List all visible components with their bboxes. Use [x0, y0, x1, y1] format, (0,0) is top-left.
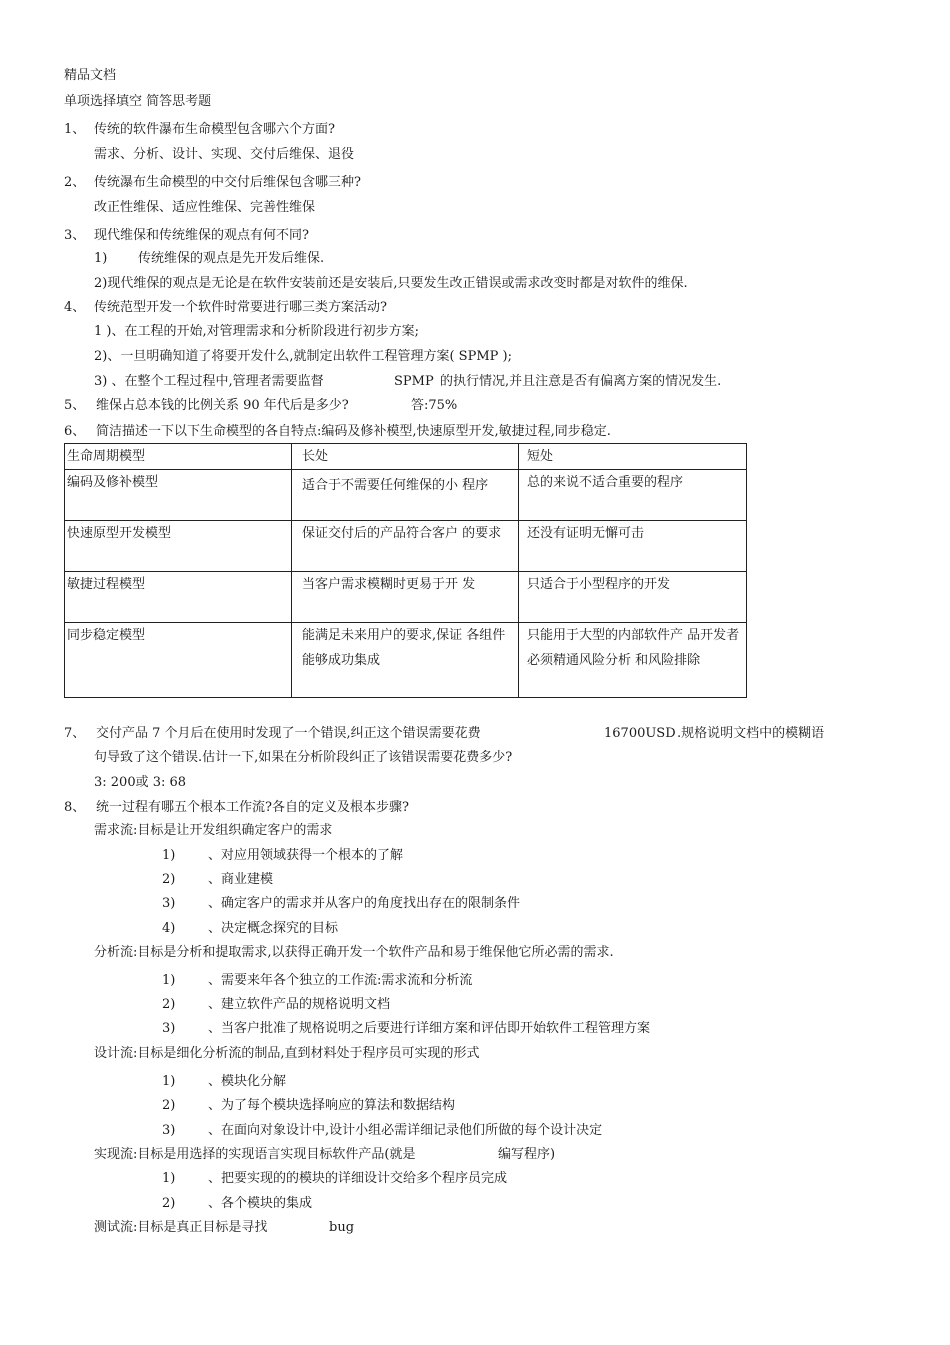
q4-question: 传统范型开发一个软件时常要进行哪三类方案活动? — [94, 300, 387, 315]
doc-label: 精品文档 — [64, 68, 117, 83]
q7-number: 7、 — [64, 726, 86, 741]
table-row — [65, 470, 747, 521]
table-row — [65, 521, 747, 572]
q6-number: 6、 — [64, 424, 86, 439]
q4-number: 4、 — [64, 300, 86, 315]
table-cell-con: 只适合于小型程序的开发 — [519, 572, 747, 623]
q7-answer: 3: 200或 3: 68 — [94, 775, 187, 790]
table-cell-pro: 保证交付后的产品符合客户 的要求 — [292, 521, 519, 572]
q4-point2: 2)、一旦明确知道了将要开发什么,就制定出软件工程管理方案( SPMP ); — [94, 349, 512, 364]
table-cell-con: 还没有证明无懈可击 — [519, 521, 747, 572]
table-cell-con: 只能用于大型的内部软件产 品开发者必须精通风险分析 和风险排除 — [519, 623, 747, 698]
step-text: 、把要实现的的模块的详细设计交给多个程序员完成 — [208, 1171, 508, 1186]
q1-number: 1、 — [64, 122, 86, 137]
table-cell-model: 敏捷过程模型 — [65, 572, 292, 623]
step-text: 、模块化分解 — [208, 1074, 287, 1089]
step-text: 、决定概念探究的目标 — [208, 921, 339, 936]
q3-point1-number: 1) — [94, 251, 108, 266]
q7-question-a: 交付产品 7 个月后在使用时发现了一个错误,纠正这个错误需要花费 — [96, 726, 481, 741]
design-flow-title: 设计流:目标是细化分析流的制品,直到材料处于程序员可实现的形式 — [94, 1046, 480, 1061]
step-number: 1) — [162, 1171, 176, 1186]
q3-point2: 2)现代维保的观点是无论是在软件安装前还是安装后,只要发生改正错误或需求改变时都是对软件的维保. — [94, 276, 688, 291]
table-header-pros: 长处 — [292, 444, 519, 470]
implementation-flow-title-b: 编写程序) — [498, 1147, 556, 1162]
implementation-flow-title-a: 实现流:目标是用选择的实现语言实现目标软件产品(就是 — [94, 1147, 416, 1162]
step-number: 3) — [162, 896, 176, 911]
q4-point1: 1 )、在工程的开始,对管理需求和分析阶段进行初步方案; — [94, 324, 419, 339]
requirements-flow-title: 需求流:目标是让开发组织确定客户的需求 — [94, 823, 333, 838]
q1-answer: 需求、分析、设计、实现、交付后维保、退役 — [94, 147, 355, 162]
step-number: 3) — [162, 1123, 176, 1138]
step-text: 、为了每个模块选择响应的算法和数据结构 — [208, 1098, 456, 1113]
step-number: 1) — [162, 1074, 176, 1089]
step-number: 2) — [162, 997, 176, 1012]
testing-flow-title-b: bug — [329, 1220, 355, 1235]
q7-cost: 16700USD — [604, 726, 676, 741]
step-text: 、商业建模 — [208, 872, 274, 887]
table-row — [65, 623, 747, 698]
step-text: 、建立软件产品的规格说明文档 — [208, 997, 391, 1012]
step-text: 、确定客户的需求并从客户的角度找出存在的限制条件 — [208, 896, 521, 911]
table-cell-pro: 适合于不需要任何维保的小 程序 — [292, 470, 519, 521]
q2-question: 传统瀑布生命模型的中交付后维保包含哪三种? — [94, 175, 361, 190]
step-number: 2) — [162, 872, 176, 887]
step-number: 2) — [162, 1098, 176, 1113]
step-text: 、需要来年各个独立的工作流:需求流和分析流 — [208, 973, 473, 988]
q5-question: 维保占总本钱的比例关系 90 年代后是多少? — [96, 398, 349, 413]
q8-question: 统一过程有哪五个根本工作流?各自的定义及根本步骤? — [96, 800, 409, 815]
life-cycle-table — [64, 443, 747, 698]
table-cell-model: 同步稳定模型 — [65, 623, 292, 698]
q1-question: 传统的软件瀑布生命模型包含哪六个方面? — [94, 122, 335, 137]
q4-point3-b: SPMP — [394, 374, 434, 389]
q4-point3-a: 3) 、在整个工程过程中,管理者需要监督 — [94, 374, 324, 389]
q5-number: 5、 — [64, 398, 86, 413]
table-header-cons: 短处 — [519, 444, 747, 470]
table-cell-pro: 能满足未来用户的要求,保证 各组件能够成功集成 — [292, 623, 519, 698]
q3-point1: 传统维保的观点是先开发后维保. — [138, 251, 325, 266]
q2-answer: 改正性维保、适应性维保、完善性维保 — [94, 200, 316, 215]
step-number: 1) — [162, 973, 176, 988]
step-number: 1) — [162, 848, 176, 863]
analysis-flow-title: 分析流:目标是分析和提取需求,以获得正确开发一个软件产品和易于维保他它所必需的需求. — [94, 945, 614, 960]
q6-question: 简洁描述一下以下生命模型的各自特点:编码及修补模型,快速原型开发,敏捷过程,同步稳定. — [96, 424, 611, 439]
table-cell-pro: 当客户需求模糊时更易于开 发 — [292, 572, 519, 623]
q7-question-c: 句导致了这个错误.估计一下,如果在分析阶段纠正了该错误需要花费多少? — [94, 750, 513, 765]
testing-flow-title-a: 测试流:目标是真正目标是寻找 — [94, 1220, 268, 1235]
step-number: 4) — [162, 921, 176, 936]
table-cell-model: 快速原型开发模型 — [65, 521, 292, 572]
table-cell-con: 总的来说不适合重要的程序 — [519, 470, 747, 521]
step-text: 、当客户批准了规格说明之后要进行详细方案和评估即开始软件工程管理方案 — [208, 1021, 651, 1036]
q5-answer: 答:75% — [411, 398, 458, 413]
q7-question-b: .规格说明文档中的模糊语 — [677, 726, 825, 741]
step-text: 、各个模块的集成 — [208, 1196, 313, 1211]
table-row — [65, 572, 747, 623]
q2-number: 2、 — [64, 175, 86, 190]
q3-question: 现代维保和传统维保的观点有何不同? — [94, 228, 309, 243]
step-number: 2) — [162, 1196, 176, 1211]
table-header-model: 生命周期模型 — [65, 444, 292, 470]
table-header-row — [65, 444, 747, 470]
step-text: 、在面向对象设计中,设计小组必需详细记录他们所做的每个设计决定 — [208, 1123, 603, 1138]
q8-number: 8、 — [64, 800, 86, 815]
step-number: 3) — [162, 1021, 176, 1036]
q4-point3-c: 的执行情况,并且注意是否有偏离方案的情况发生. — [440, 374, 722, 389]
q3-number: 3、 — [64, 228, 86, 243]
doc-subtitle: 单项选择填空 简答思考题 — [64, 94, 212, 109]
table-cell-model: 编码及修补模型 — [65, 470, 292, 521]
step-text: 、对应用领域获得一个根本的了解 — [208, 848, 404, 863]
